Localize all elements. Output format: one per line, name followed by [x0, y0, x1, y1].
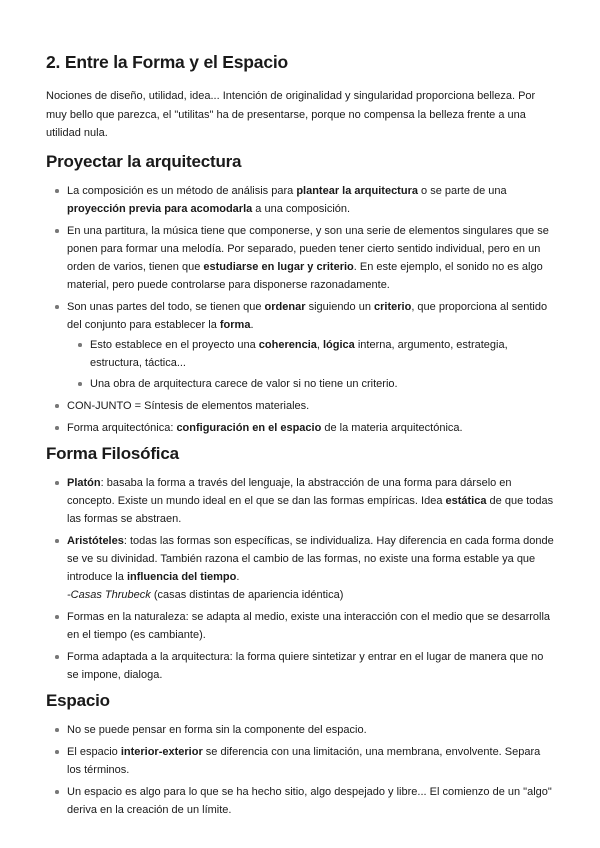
section-heading-proyectar: Proyectar la arquitectura	[46, 151, 242, 171]
sub-list-item: Una obra de arquitectura carece de valor si no tiene un criterio.	[67, 375, 554, 393]
list-item: No se puede pensar en forma sin la componente del espacio.	[46, 721, 554, 739]
list-item: Forma adaptada a la arquitectura: la forma quiere sintetizar y entrar en el lugar de manera que no se impone, dialoga.	[46, 648, 554, 684]
list-item: El espacio interior-exterior se diferencia con una limitación, una membrana, envolvente. Separa los términos.	[46, 743, 554, 779]
section-list-forma-filosofica	[46, 474, 554, 684]
list-item: Aristóteles: todas las formas son específicas, se individualiza. Hay diferencia en cada forma donde se ve su divinidad. También razona el cambio de las formas, no existe una forma estable ya que introduce la influencia del tiempo. -Casas Thrubeck (casas distintas de apariencia idéntica)	[46, 532, 554, 604]
list-item: Forma arquitectónica: configuración en el espacio de la materia arquitectónica.	[46, 419, 554, 437]
list-item: Un espacio es algo para lo que se ha hecho sitio, algo despejado y libre... El comienzo de un "algo" deriva en la creación de un límite.	[46, 783, 554, 819]
list-item: La composición es un método de análisis para plantear la arquitectura o se parte de una proyección previa para acomodarla a una composición.	[46, 182, 554, 218]
list-item: Son unas partes del todo, se tienen que ordenar siguiendo un criterio, que proporciona al sentido del conjunto para establecer la forma. Esto establece en el proyecto una coherencia, lógica interna, argumento, estrategia, estructura, táctica... Una obra de arquitectura carece de valor si no tiene un criterio.	[46, 298, 554, 393]
section-list-proyectar	[46, 182, 554, 437]
sub-list-item: Esto establece en el proyecto una coherencia, lógica interna, argumento, estrategia, estructura, táctica...	[67, 336, 554, 372]
list-item: Platón: basaba la forma a través del lenguaje, la abstracción de una forma para dárselo en concepto. Existe un mundo ideal en el que se dan las formas empíricas. Idea estática de que todas las formas se abstraen.	[46, 474, 554, 528]
list-item: En una partitura, la música tiene que componerse, y son una serie de elementos singulares que se ponen para formar una melodía. Por separado, pueden tener cierto sentido individual, pero en un orden de varios, tienen que estudiarse en lugar y criterio. En este ejemplo, el sonido no es algo material, pero puede controlarse para disponerse razonadamente.	[46, 222, 554, 294]
list-item: CON-JUNTO = Síntesis de elementos materiales.	[46, 397, 554, 415]
intro-paragraph: Nociones de diseño, utilidad, idea... Intención de originalidad y singularidad proporciona belleza. Por muy bello que parezca, el "utilitas" ha de presentarse, porque no compensa la belleza frente a una utilidad nula.	[46, 90, 536, 139]
document-title: 2. Entre la Forma y el Espacio	[46, 52, 289, 72]
section-heading-forma-filosofica: Forma Filosófica	[46, 443, 179, 463]
section-list-espacio	[46, 721, 554, 819]
sub-list	[67, 336, 554, 393]
section-heading-espacio: Espacio	[46, 690, 110, 710]
list-item: Formas en la naturaleza: se adapta al medio, existe una interacción con el medio que se desarrolla en el tiempo (es cambiante).	[46, 608, 554, 644]
